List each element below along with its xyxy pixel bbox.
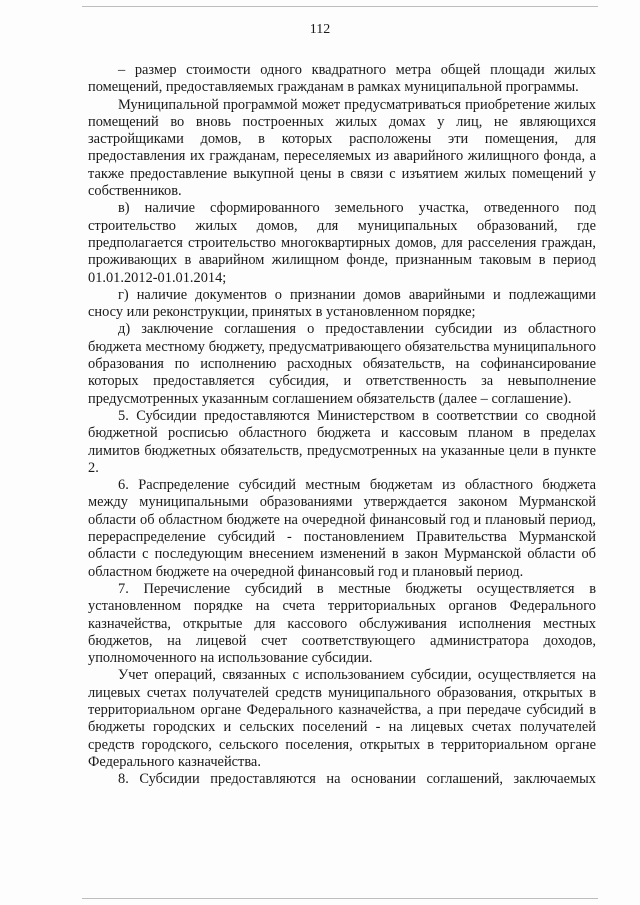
paragraph-clause-7: 7. Перечисление субсидий в местные бюджеты осуществляется в установленном порядке на счета территориальных органов Федерального казначейства, открытые для кассового обслуживания исполнения местных бюджетов, на лицевой счет соответствующего администратора доходов, уполномоченного на использование субсидии. xyxy=(88,580,596,667)
paragraph-item-d: д) заключение соглашения о предоставлении субсидии из областного бюджета местному бюджету, предусматривающего обязательства муниципального образования по исполнению расходных обязательств, на софинансирование которых предоставляется субсидия, и ответственность за невыполнение предусмотренных указанным соглашением обязательств (далее – соглашение). xyxy=(88,321,596,407)
paragraph-item-v: в) наличие сформированного земельного участка, отведенного под строительство жилых домов, для муниципальных образований, где предполагается строительство многоквартирных домов, для расселения граждан, проживающих в аварийном жилищном фонде, признанным таковым в период 01.01.2012-01.01.2014; xyxy=(88,200,596,286)
document-body xyxy=(88,62,596,788)
paragraph-item-g: г) наличие документов о признании домов аварийными и подлежащими сносу или реконструкции, принятых в установленном порядке; xyxy=(88,286,596,321)
paragraph-clause-8: 8. Субсидии предоставляются на основании соглашений, заключаемых xyxy=(118,771,596,788)
paragraph-municipal-program: Муниципальной программой может предусматриваться приобретение жилых помещений во вновь построенных жилых домах у лиц, не являющихся застройщиками домов, в которых расположены эти помещения, для предоставления их гражданам, переселяемых из аварийного жилищного фонда, а также предоставление выкупной цены в связи с изъятием жилых помещений у собственников. xyxy=(88,96,596,200)
bottom-border-line xyxy=(82,898,598,899)
paragraph-clause-6: 6. Распределение субсидий местным бюджетам из областного бюджета между муниципальными образованиями утверждается законом Мурманской области об областном бюджете на очередной финансовый год и плановый период, перераспределение субсидий - постановлением Правительства Мурманской области с последующим внесением изменений в закон Мурманской области об областном бюджете на очередной финансовый год и плановый период. xyxy=(88,477,596,580)
paragraph-clause-5: 5. Субсидии предоставляются Министерством в соответствии со сводной бюджетной росписью областного бюджета и кассовым планом в пределах лимитов бюджетных обязательств, предусмотренных на указанные цели в пункте 2. xyxy=(88,407,596,476)
page-number: 112 xyxy=(309,22,331,37)
top-border-line xyxy=(82,6,598,7)
paragraph-price-per-sqm: – размер стоимости одного квадратного метра общей площади жилых помещений, предоставляемых гражданам в рамках муниципальной программы. xyxy=(88,62,596,96)
paragraph-accounting: Учет операций, связанных с использованием субсидии, осуществляется на лицевых счетах получателей средств муниципального образования, открытых в территориальном органе Федерального казначейства, а при передаче субсидий в бюджеты городских и сельских поселений - на лицевых счетах получателей средств городского, сельского поселения, открытых в территориальном органе Федерального казначейства. xyxy=(88,667,596,770)
